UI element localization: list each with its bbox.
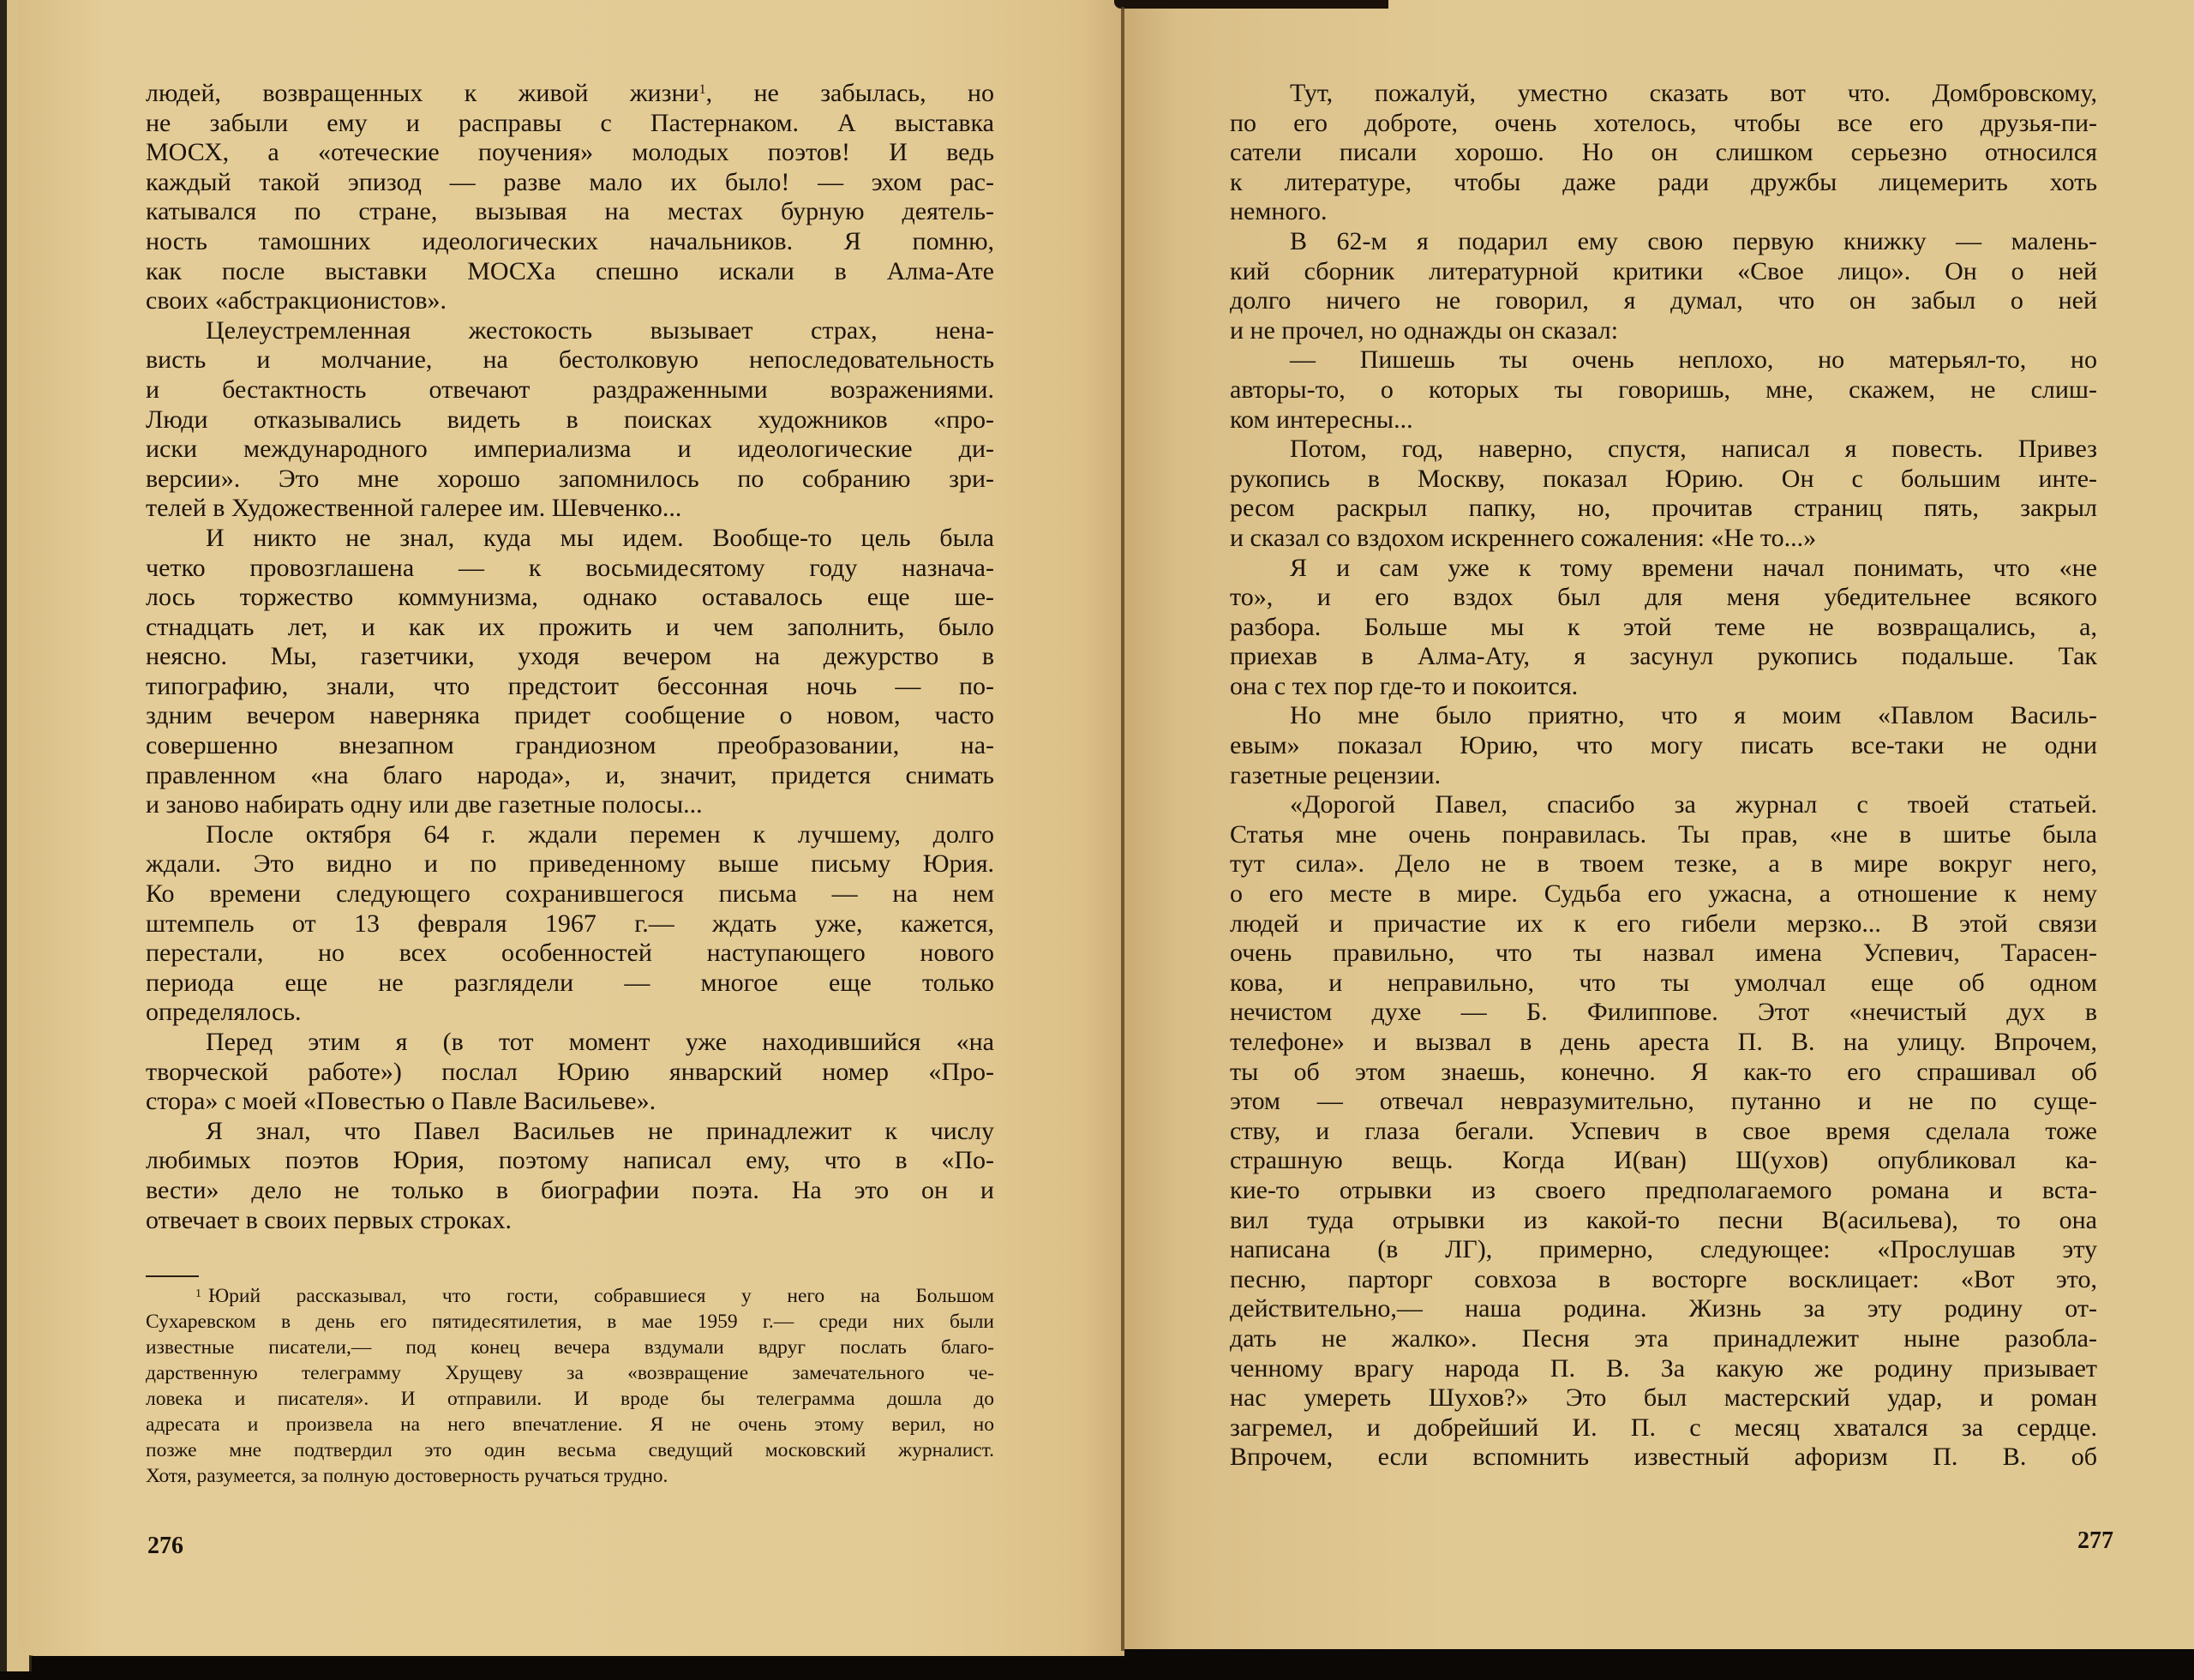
text-line <box>1230 701 2097 731</box>
text-line-content: ком интересны... <box>1230 405 1413 434</box>
footnote-reference: 1 <box>698 82 706 97</box>
text-line <box>146 998 994 1028</box>
text-line <box>1230 494 2097 524</box>
text-line <box>146 227 994 257</box>
text-line <box>1230 849 2097 879</box>
text-line <box>146 1058 994 1088</box>
text-line-content: действительно,— наша родина. Жизнь за эту родину от- <box>1230 1294 2097 1323</box>
text-line-content: по его доброте, очень хотелось, чтобы все его друзья-пи- <box>1230 108 2097 137</box>
right-page-body <box>1230 79 2097 1473</box>
text-line <box>1230 1383 2097 1413</box>
text-line-content: каждый такой эпизод — разве мало их было! — эхом рас- <box>146 167 994 196</box>
page-number-right: 277 <box>2077 1527 2113 1554</box>
text-line <box>146 731 994 761</box>
text-line-content: После октября 64 г. ждали перемен к лучшему, долго <box>206 819 994 849</box>
text-line-content: определялось. <box>146 998 302 1027</box>
footnote-rule <box>146 1275 199 1277</box>
text-line-content: любимых поэтов Юрия, поэтому написал ему, что в «По- <box>146 1146 994 1175</box>
text-line <box>1230 109 2097 139</box>
text-line-content: висть и молчание, на бестолковую непоследовательность <box>146 345 994 375</box>
text-line <box>1230 554 2097 584</box>
text-line-content: Впрочем, если вспомнить известный афоризм П. В. об <box>1230 1443 2097 1472</box>
text-line-content: разбора. Больше мы к этой теме не возвращались, а, <box>1230 612 2097 641</box>
text-line-content: лось торжество коммунизма, однако оставалось еще ше- <box>146 583 994 612</box>
text-line-content: рукопись в Москву, показал Юрию. Он с большим инте- <box>1230 464 2097 493</box>
text-line-content: она с тех пор где-то и покоится. <box>1230 671 1579 700</box>
text-line-content: вил туда отрывки из какой-то песни В(асильева), то она <box>1230 1205 2097 1234</box>
text-line <box>1230 435 2097 465</box>
text-line <box>1230 197 2097 227</box>
text-line <box>146 554 994 584</box>
text-line-content: к литературе, чтобы даже ради дружбы лицемерить хоть <box>1230 167 2097 196</box>
left-page-body <box>146 79 994 1235</box>
text-line <box>146 969 994 999</box>
text-line-content: В 62-м я подарил ему свою первую книжку — малень- <box>1290 226 2097 255</box>
text-line <box>1230 909 2097 939</box>
text-line <box>1230 642 2097 672</box>
text-line-content: — Пишешь ты очень неплохо, но матерьял-то, но <box>1290 345 2097 375</box>
footnote-line-content: адресата и произвела на него впечатление. Я не очень этому верил, но <box>146 1413 994 1436</box>
text-line-content: Целеустремленная жестокость вызывает страх, нена- <box>206 315 994 345</box>
text-line-content: периода еще не разглядели — многое еще только <box>146 968 994 997</box>
footnote-line <box>146 1437 994 1463</box>
text-line <box>1230 1324 2097 1354</box>
text-line-content: и заново набирать одну или две газетные полосы... <box>146 790 703 819</box>
book-edge-dark <box>0 0 7 1671</box>
text-line <box>1230 1146 2097 1176</box>
text-line <box>1230 1294 2097 1324</box>
text-line-content: песню, парторг совхоза в восторге восклицает: «Вот это, <box>1230 1264 2097 1293</box>
text-line <box>1230 672 2097 702</box>
text-line <box>146 257 994 287</box>
text-line-content: штемпель от 13 февраля 1967 г.— ждать уже, кажется, <box>146 909 994 938</box>
text-line <box>1230 820 2097 850</box>
text-line-content: долго ничего не говорил, я думал, что он забыл о ней <box>1230 286 2097 315</box>
text-line-content: катывался по стране, вызывая на местах бурную деятель- <box>146 197 994 226</box>
text-line <box>146 168 994 198</box>
text-line <box>1230 1087 2097 1117</box>
text-line <box>1230 969 2097 999</box>
text-line-content: Статья мне очень понравилась. Ты прав, «не в шитье была <box>1230 819 2097 849</box>
text-line <box>146 375 994 405</box>
text-line-content: очень правильно, что ты назвал имена Успевич, Тарасен- <box>1230 939 2097 968</box>
text-line-content: кова, и неправильно, что ты умолчал еще об одном <box>1230 968 2097 997</box>
text-line-content: «Дорогой Павел, спасибо за журнал с твоей статьей. <box>1290 790 2097 819</box>
text-line <box>1230 1206 2097 1236</box>
text-line <box>1230 1265 2097 1295</box>
text-line-content: то», и его вздох был для меня убедительнее всякого <box>1230 583 2097 612</box>
text-line <box>146 524 994 554</box>
text-line <box>146 613 994 643</box>
text-line <box>146 1117 994 1147</box>
text-line <box>146 879 994 909</box>
text-line <box>146 909 994 939</box>
text-line <box>1230 613 2097 643</box>
text-line-content: и бестактность отвечают раздраженными возражениями. <box>146 375 994 404</box>
text-line-content: здним вечером наверняка придет сообщение о новом, часто <box>146 701 994 730</box>
text-line-content: телей в Художественной галерее им. Шевченко... <box>146 494 682 523</box>
text-line-content: дать не жалко». Песня эта принадлежит ныне разобла- <box>1230 1323 2097 1353</box>
text-line <box>146 939 994 969</box>
text-line <box>1230 879 2097 909</box>
text-line-content: как после выставки МОСХа спешно искали в Алма-Ате <box>146 256 994 285</box>
text-line <box>146 79 994 109</box>
text-line <box>1230 79 2097 109</box>
text-line <box>146 345 994 375</box>
text-line-content: стнадцать лет, и как их прожить и чем заполнить, было <box>146 612 994 641</box>
text-line-content: неясно. Мы, газетчики, уходя вечером на дежурство в <box>146 642 994 671</box>
text-line-content: стора» с моей «Повестью о Павле Васильеве». <box>146 1087 656 1116</box>
footnote-line <box>146 1386 994 1412</box>
text-line <box>1230 1058 2097 1088</box>
text-line <box>146 1087 994 1117</box>
text-line-content: Я знал, что Павел Васильев не принадлежит к числу <box>206 1116 994 1145</box>
text-line <box>1230 998 2097 1028</box>
text-line-content: Тут, пожалуй, уместно сказать вот что. Домбровскому, <box>1290 79 2097 107</box>
text-line <box>1230 345 2097 375</box>
text-line-content: совершенно внезапном грандиозном преобразовании, на- <box>146 731 994 760</box>
text-line-content: своих «абстракционистов». <box>146 286 447 315</box>
footnote-line-content: ловека и писателя». И отправили. И вроде бы телеграмма дошла до <box>146 1388 994 1410</box>
text-line-content: отвечает в своих первых строках. <box>146 1205 513 1234</box>
text-line-content: ченному врагу народа П. В. За какую же родину призывает <box>1230 1353 2097 1383</box>
text-line <box>146 1028 994 1058</box>
text-line <box>1230 524 2097 554</box>
text-line <box>146 790 994 820</box>
top-shadow <box>1114 0 1388 9</box>
footnote-line <box>146 1335 994 1360</box>
text-line-content: страшную вещь. Когда И(ван) Ш(ухов) опубликовал ка- <box>1230 1146 2097 1175</box>
text-line <box>146 1206 994 1236</box>
text-line <box>146 109 994 139</box>
text-line-content: телефоне» и вызвал в день ареста П. В. на улицу. Впрочем, <box>1230 1028 2097 1056</box>
text-line <box>146 642 994 672</box>
text-line-content: типографию, знали, что предстоит бессонная ночь — по- <box>146 671 994 700</box>
text-line-content: нас умереть Шухов?» Это был мастерский удар, и роман <box>1230 1383 2097 1413</box>
text-line-content: ность тамошних идеологических начальников. Я помню, <box>146 226 994 255</box>
text-line <box>1230 227 2097 257</box>
text-line-content: ресом раскрыл папку, но, прочитав страниц пять, закрыл <box>1230 494 2097 523</box>
text-line-content: немного. <box>1230 197 1328 226</box>
text-line <box>1230 1028 2097 1058</box>
text-line <box>1230 939 2097 969</box>
footnote <box>146 1283 994 1489</box>
book-spine <box>1121 7 1124 1651</box>
text-line-content: МОСХ, а «отеческие поучения» молодых поэтов! И ведь <box>146 138 994 167</box>
text-line-content: кий сборник литературной критики «Свое лицо». Он о ней <box>1230 256 2097 285</box>
text-line <box>146 465 994 495</box>
text-line <box>146 494 994 524</box>
text-line-content: ждали. Это видно и по приведенному выше письму Юрия. <box>146 849 994 879</box>
text-line-content: о его месте в мире. Судьба его ужасна, а отношение к нему <box>1230 879 2097 909</box>
footnote-line-content: позже мне подтвердил это один весьма сведущий московский журналист. <box>146 1439 994 1461</box>
text-line <box>1230 286 2097 316</box>
text-line-content: четко провозглашена — к восьмидесятому году назнача- <box>146 553 994 582</box>
footnote-line-content: Хотя, разумеется, за полную достоверность ручаться трудно. <box>146 1465 668 1487</box>
text-line-content: Я и сам уже к тому времени начал понимать, что «не <box>1290 553 2097 582</box>
text-line <box>146 820 994 850</box>
text-line <box>146 672 994 702</box>
text-line-content: вести» дело не только в биографии поэта. На это он и <box>146 1175 994 1204</box>
text-line-content: нечистом духе — Б. Филиппове. Этот «нечистый дух в <box>1230 998 2097 1027</box>
text-line-content: И никто не знал, куда мы идем. Вообще-то цель была <box>206 523 994 552</box>
footnote-line <box>146 1463 994 1489</box>
text-line-content: ству, и глаза бегали. Успевич в свое время сделала тоже <box>1230 1116 2097 1145</box>
text-line-content: тут сила». Дело не в твоем тезке, а в мире вокруг него, <box>1230 849 2097 879</box>
text-line <box>1230 257 2097 287</box>
text-line <box>146 849 994 879</box>
text-line <box>1230 316 2097 346</box>
footnote-line <box>146 1309 994 1335</box>
text-line-content: загремел, и добрейший И. П. с месяц хватался за сердце. <box>1230 1413 2097 1442</box>
text-line <box>1230 731 2097 761</box>
text-line-content: кие-то отрывки из своего предполагаемого романа и вста- <box>1230 1175 2097 1204</box>
text-line-content: , не забылась, но <box>705 79 994 107</box>
text-line-content: написана (в ЛГ), примерно, следующее: «Прослушав эту <box>1230 1235 2097 1264</box>
text-line <box>146 435 994 465</box>
text-line-content: иски международного империализма и идеологические ди- <box>146 435 994 464</box>
text-line-content: версии». Это мне хорошо запомнилось по собранию зри- <box>146 464 994 493</box>
text-line <box>146 701 994 731</box>
text-line <box>1230 1443 2097 1473</box>
text-line <box>146 761 994 791</box>
text-line <box>1230 1235 2097 1265</box>
text-line <box>1230 465 2097 495</box>
text-line-content: газетные рецензии. <box>1230 760 1442 789</box>
text-line-content: перестали, но всех особенностей наступающего нового <box>146 939 994 968</box>
text-line-content: людей и причастие их к его гибели мерзко... В этой связи <box>1230 909 2097 938</box>
text-line <box>146 197 994 227</box>
text-line <box>1230 138 2097 168</box>
text-line <box>146 138 994 168</box>
text-line-content: Люди отказывались видеть в поисках художников «про- <box>146 405 994 434</box>
text-line-content: творческой работе») послал Юрию январский номер «Про- <box>146 1057 994 1086</box>
text-line <box>1230 1413 2097 1443</box>
text-line <box>1230 405 2097 435</box>
text-line-content: этом — отвечал невразумительно, путанно и не по суще- <box>1230 1087 2097 1116</box>
text-line <box>1230 790 2097 820</box>
text-line <box>146 405 994 435</box>
text-line <box>1230 375 2097 405</box>
text-line-content: и не прочел, но однажды он сказал: <box>1230 315 1619 345</box>
text-line-content: сатели писали хорошо. Но он слишком серьезно относился <box>1230 138 2097 167</box>
text-line-content: правленном «на благо народа», и, значит, придется снимать <box>146 760 994 789</box>
text-line <box>1230 168 2097 198</box>
footnote-line-content: Юрий рассказывал, что гости, собравшиеся у него на Большом <box>208 1285 994 1307</box>
text-line <box>146 1146 994 1176</box>
text-line <box>146 286 994 316</box>
text-line-content: евым» показал Юрию, что могу писать все-таки не одни <box>1230 731 2097 760</box>
text-line <box>1230 761 2097 791</box>
text-line-content: Ко времени следующего сохранившегося письма — на нем <box>146 879 994 909</box>
text-line-content: приехав в Алма-Ату, я засунул рукопись подальше. Так <box>1230 642 2097 671</box>
footnote-marker: 1 <box>195 1287 201 1300</box>
footnote-line <box>146 1412 994 1437</box>
text-line <box>146 316 994 346</box>
text-line-content: и сказал со вздохом искреннего сожаления: «Не то...» <box>1230 523 1817 552</box>
text-line <box>146 583 994 613</box>
footnote-line <box>146 1360 994 1386</box>
text-line <box>1230 1176 2097 1206</box>
text-line-content: авторы-то, о которых ты говоришь, мне, скажем, не слиш- <box>1230 375 2097 404</box>
page-number-left: 276 <box>147 1533 183 1559</box>
footnote-line-content: Сухаревском в день его пятидесятилетия, в мае 1959 г.— среди них были <box>146 1311 994 1333</box>
footnote-line-content: дарственную телеграмму Хрущеву за «возвращение замечательного че- <box>146 1362 994 1384</box>
text-line-content: Но мне было приятно, что я моим «Павлом Василь- <box>1290 701 2097 730</box>
text-line <box>1230 1117 2097 1147</box>
text-line-content: Потом, год, наверно, спустя, написал я повесть. Привез <box>1290 435 2097 464</box>
text-line-content: ты об этом знаешь, конечно. Я как-то его спрашивал об <box>1230 1057 2097 1086</box>
text-line-content: Перед этим я (в тот момент уже находившийся «на <box>206 1028 994 1056</box>
text-line-content: не забыли ему и расправы с Пастернаком. А выставка <box>146 108 994 137</box>
text-line <box>1230 583 2097 613</box>
text-line <box>1230 1354 2097 1384</box>
footnote-line-content: известные писатели,— под конец вечера вздумали вдруг послать благо- <box>146 1336 994 1359</box>
text-line <box>146 1176 994 1206</box>
text-line-content: людей, возвращенных к живой жизни <box>146 79 699 107</box>
footnote-line <box>146 1283 994 1309</box>
